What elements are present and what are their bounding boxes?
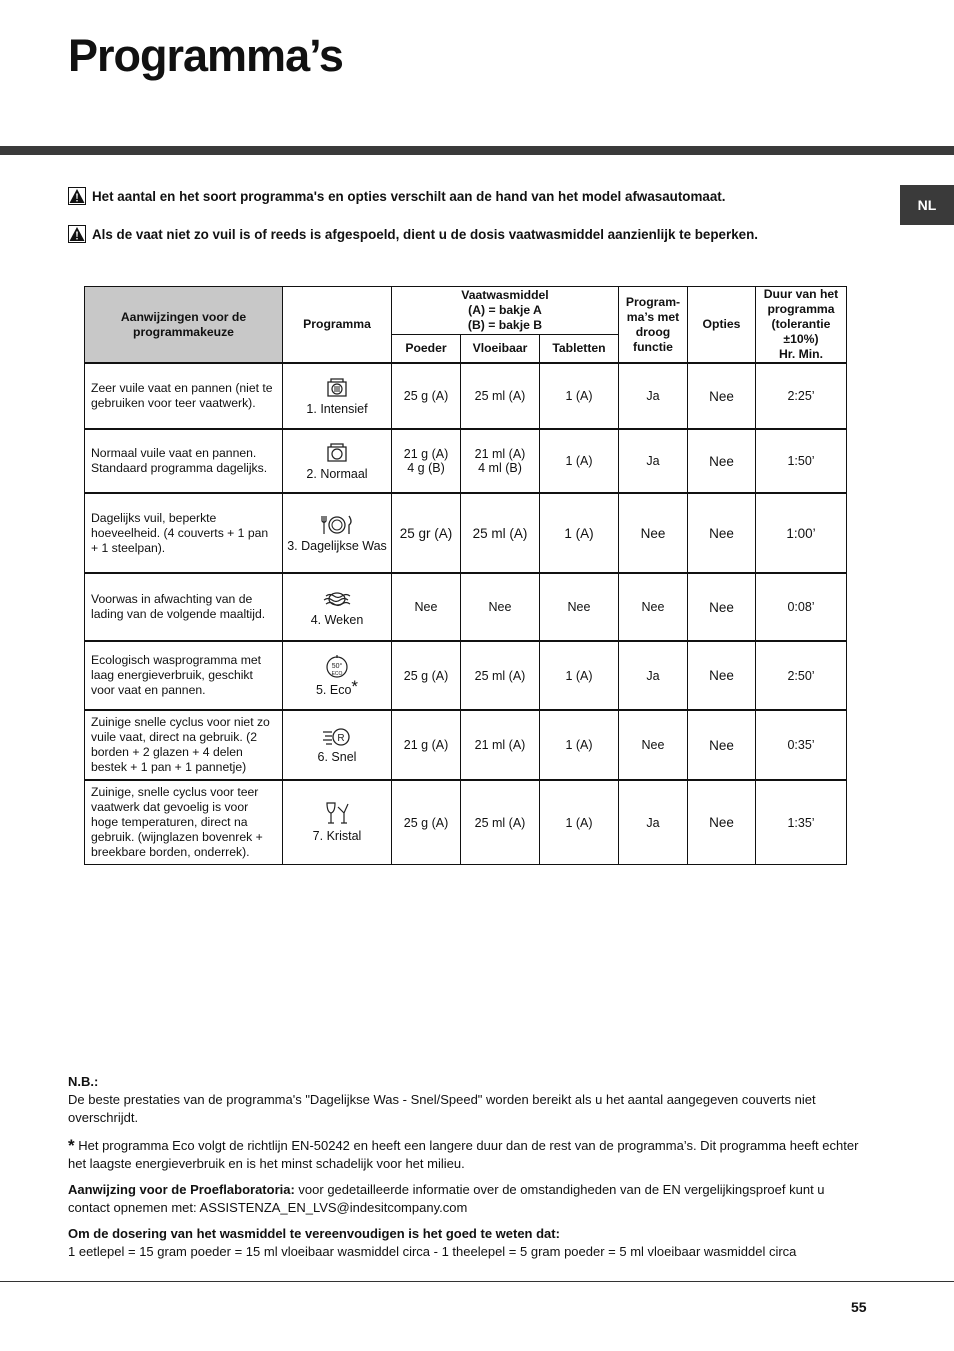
duur-value: 0:08’ [756,573,847,641]
svg-text:50°: 50° [331,663,343,670]
program-name: 6. Snel [317,749,357,764]
vloeibaar-value: Nee [461,573,540,641]
warning-text: Het aantal en het soort programma's en opties verschilt aan de hand van het model afwasautomaat. [92,188,726,204]
vloeibaar-a: 21 ml (A) [474,447,526,461]
row-description: Normaal vuile vaat en pannen. Standaard programma dagelijks. [85,429,283,493]
program-name: 1. Intensief [306,401,368,416]
tabletten-value: 1 (A) [540,363,619,429]
header-duur [756,287,847,364]
program-name: 7. Kristal [312,829,362,843]
tabletten-value: 1 (A) [540,429,619,493]
opties-value: Nee [688,641,756,710]
svg-text:ECO: ECO [331,671,343,677]
poeder-value: 25 g (A) [392,363,461,429]
poeder-value [392,429,461,493]
header-programma: Programma [283,287,392,364]
tabletten-value: 1 (A) [540,710,619,780]
vloeibaar-b: 4 ml (B) [478,461,522,475]
header-opties: Opties [688,287,756,364]
warning-icon [68,187,86,205]
table-row [85,641,847,710]
normal-icon [324,441,350,465]
warning-2 [68,225,758,243]
tabletten-value: 1 (A) [540,780,619,865]
header-droog: Program-ma’s met droog functie [619,287,688,364]
droog-value: Ja [619,363,688,429]
tabletten-value: 1 (A) [540,493,619,573]
table-row [85,573,847,641]
language-tab: NL [900,185,954,225]
nb-note [68,1073,868,1127]
page-title: Programma’s [68,30,343,81]
droog-value: Ja [619,780,688,865]
tabletten-value: 1 (A) [540,641,619,710]
poeder-value: 21 g (A) [392,710,461,780]
dose-note [68,1225,868,1261]
row-program [283,429,392,493]
droog-value: Nee [619,710,688,780]
duur-value: 1:35’ [756,780,847,865]
row-program [283,493,392,573]
opties-value: Nee [688,493,756,573]
vloeibaar-value: 25 ml (A) [461,493,540,573]
vloeibaar-value: 25 ml (A) [461,780,540,865]
warning-icon [68,225,86,243]
vloeibaar-value: 25 ml (A) [461,363,540,429]
footer-rule [0,1281,954,1282]
row-description: Voorwas in afwachting van de lading van de volgende maaltijd. [85,573,283,641]
header-bakje-a: (A) = bakje A [468,302,542,317]
droog-value: Ja [619,641,688,710]
table-row [85,710,847,780]
eco-note-text: Het programma Eco volgt de richtlijn EN-50242 en heeft een langere duur dan de rest van de programma’s. Dit programma heeft echter het laagste energieverbruik en is het minst schadelijk voor het milieu. [68,1138,859,1171]
row-program [283,573,392,641]
lab-note [68,1181,868,1217]
header-duur-title: Duur van het programma (tolerantie ±10%) [763,287,839,346]
eco-footnote-star: * [351,677,359,696]
table-row [85,780,847,865]
row-program [283,780,392,865]
opties-value: Nee [688,573,756,641]
crystal-icon [324,801,350,827]
intensive-icon [324,376,350,400]
droog-value: Nee [619,573,688,641]
eco-note-star: * [68,1136,75,1155]
opties-value: Nee [688,363,756,429]
program-name: 5. Eco [315,683,352,697]
vloeibaar-value: 21 ml (A) [461,710,540,780]
notes-section [68,1073,868,1269]
dose-label: Om de dosering van het wasmiddel te vereenvoudigen is het goed te weten dat: [68,1226,560,1241]
warning-text: Als de vaat niet zo vuil is of reeds is afgespoeld, dient u de dosis vaatwasmiddel aanzienlijk te beperken. [92,226,759,242]
dose-text: 1 eetlepel = 15 gram poeder = 15 ml vloeibaar wasmiddel circa - 1 theelepel = 5 gram poeder = 5 ml vloeibaar wasmiddel circa [68,1244,797,1259]
poeder-value: 25 g (A) [392,641,461,710]
header-duur-unit: Hr. Min. [778,347,823,361]
row-program [283,641,392,710]
row-description: Ecologisch wasprogramma met laag energieverbruik, geschikt voor vaat en pannen. [85,641,283,710]
tabletten-value: Nee [540,573,619,641]
fast-icon [322,726,352,748]
program-name: 3. Dagelijkse Was [287,538,387,553]
lab-text: voor gedetailleerde informatie over de omstandigheden van de EN vergelijkingsproef kunt u contact opnemen met: ASSISTENZA_EN_LVS@indesitcompany.com [68,1182,825,1215]
row-description: Zeer vuile vaat en pannen (niet te gebruiken voor teer vaatwerk). [85,363,283,429]
nb-label: N.B.: [68,1074,99,1089]
warning-1 [68,187,725,205]
poeder-b: 4 g (B) [407,461,445,475]
poeder-value: Nee [392,573,461,641]
program-name: 2. Normaal [306,466,368,481]
row-program [283,363,392,429]
header-tabletten: Tabletten [540,334,619,363]
table-row [85,429,847,493]
droog-value: Nee [619,493,688,573]
duur-value: 2:25’ [756,363,847,429]
header-rule [0,146,954,155]
opties-value: Nee [688,710,756,780]
nb-text: De beste prestaties van de programma's "Dagelijkse Was - Snel/Speed" worden bereikt als u het aantal aangegeven couverts niet overschrijdt. [68,1092,816,1125]
row-description: Zuinige, snelle cyclus voor teer vaatwerk dat gevoelig is voor hoge temperaturen, direct na gebruik. (wijnglazen bovenrek + breekbare borden, onderrek). [85,780,283,865]
row-description: Zuinige snelle cyclus voor niet zo vuile vaat, direct na gebruik. (2 borden + 2 glazen + 4 delen bestek + 1 pan + 1 pannetje) [85,710,283,780]
table-row [85,363,847,429]
droog-value: Ja [619,429,688,493]
program-table [84,286,847,865]
vloeibaar-value: 25 ml (A) [461,641,540,710]
duur-value: 1:00’ [756,493,847,573]
poeder-value: 25 g (A) [392,780,461,865]
program-name: 4. Weken [310,612,364,627]
duur-value: 1:50’ [756,429,847,493]
eco-icon [324,653,350,681]
opties-value: Nee [688,429,756,493]
page-number: 55 [851,1299,867,1315]
duur-value: 0:35’ [756,710,847,780]
header-vloeibaar: Vloeibaar [461,334,540,363]
poeder-a: 21 g (A) [403,447,449,461]
row-description: Dagelijks vuil, beperkte hoeveelheid. (4 couverts + 1 pan + 1 steelpan). [85,493,283,573]
opties-value: Nee [688,780,756,865]
table-row [85,493,847,573]
vloeibaar-value [461,429,540,493]
duur-value: 2:50’ [756,641,847,710]
soak-icon [323,587,351,611]
daily-icon [320,513,354,537]
header-poeder: Poeder [392,334,461,363]
poeder-value: 25 gr (A) [392,493,461,573]
lab-label: Aanwijzing voor de Proeflaboratoria: [68,1182,295,1197]
header-bakje-b: (B) = bakje B [467,317,543,332]
header-vaatwasmiddel [392,287,619,335]
eco-note [68,1137,868,1173]
svg-text:R: R [337,732,345,744]
row-program [283,710,392,780]
header-aanwijzingen: Aanwijzingen voor de programmakeuze [85,287,283,364]
header-vaatwasmiddel-title: Vaatwasmiddel [461,287,549,302]
